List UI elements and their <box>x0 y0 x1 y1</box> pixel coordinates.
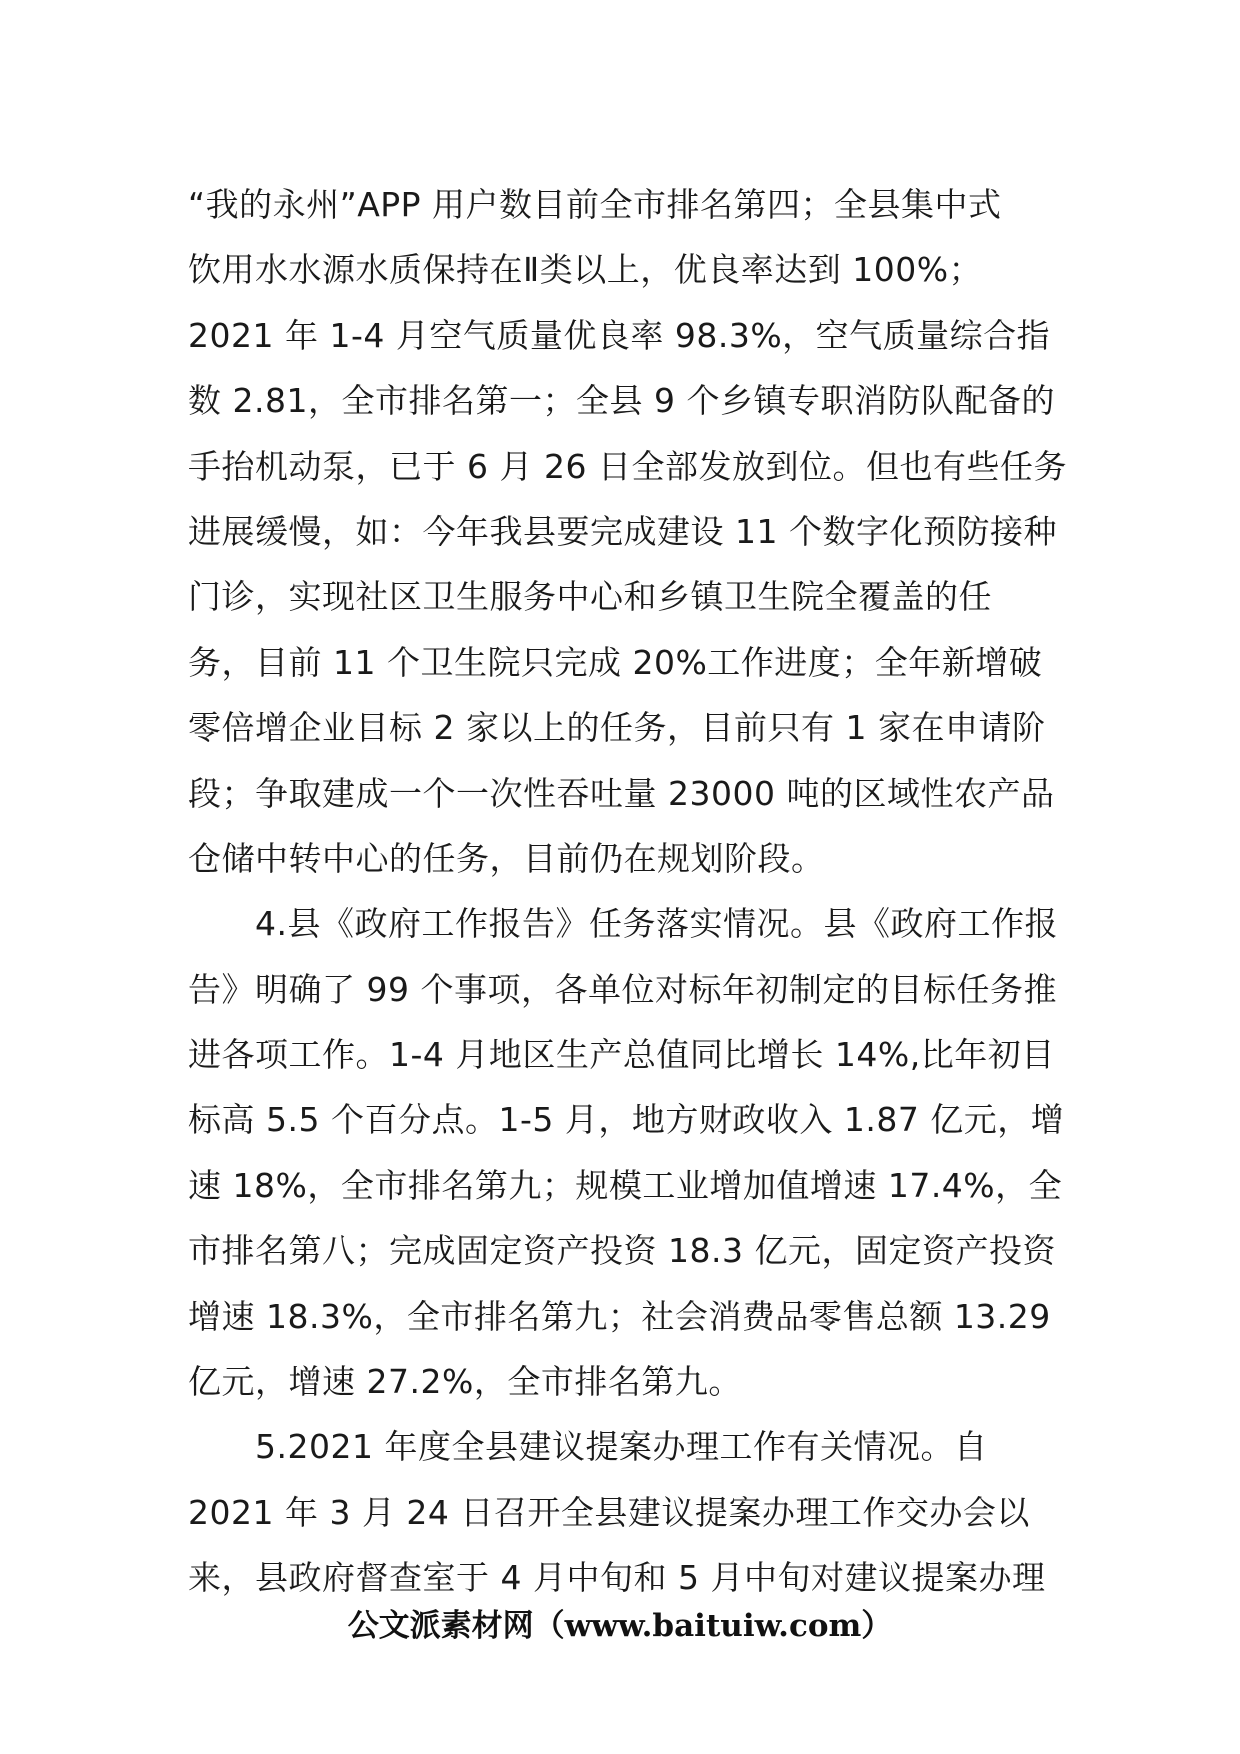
text-line: 饮用水水源水质保持在Ⅱ类以上，优良率达到 100%； <box>188 250 983 290</box>
text-line: 段；争取建成一个一次性吞吐量 23000 吨的区域性农产品 <box>188 773 1055 813</box>
text-line: 4.县《政府工作报告》任务落实情况。县《政府工作报 <box>188 904 1058 944</box>
text-line: 速 18%，全市排名第九；规模工业增加值增速 17.4%，全 <box>188 1165 1063 1205</box>
text-line: 2021 年 1-4 月空气质量优良率 98.3%，空气质量综合指 <box>188 315 1051 355</box>
text-line: 增速 18.3%，全市排名第九；社会消费品零售总额 13.29 <box>188 1296 1051 1336</box>
text-line: 仓储中转中心的任务，目前仍在规划阶段。 <box>188 838 825 878</box>
text-line: 进各项工作。1-4 月地区生产总值同比增长 14%,比年初目 <box>188 1035 1055 1075</box>
text-line: 来，县政府督查室于 4 月中旬和 5 月中旬对建议提案办理 <box>188 1558 1046 1598</box>
text-line: 告》明确了 99 个事项，各单位对标年初制定的目标任务推 <box>188 969 1057 1009</box>
text-line: 务，目前 11 个卫生院只完成 20%工作进度；全年新增破 <box>188 642 1043 682</box>
text-line: 2021 年 3 月 24 日召开全县建议提案办理工作交办会以 <box>188 1492 1030 1532</box>
text-line: 标高 5.5 个百分点。1-5 月，地方财政收入 1.87 亿元，增 <box>188 1100 1065 1140</box>
text-line: “我的永州”APP 用户数目前全市排名第四；全县集中式 <box>188 185 1002 224</box>
text-line: 市排名第八；完成固定资产投资 18.3 亿元，固定资产投资 <box>188 1231 1056 1271</box>
footer-watermark: 公文派素材网（www.baituiw.com） <box>347 1608 893 1644</box>
text-line: 零倍增企业目标 2 家以上的任务，目前只有 1 家在申请阶 <box>188 708 1046 748</box>
text-line: 数 2.81，全市排名第一；全县 9 个乡镇专职消防队配备的 <box>188 381 1055 421</box>
text-line: 5.2021 年度全县建议提案办理工作有关情况。自 <box>188 1427 988 1467</box>
text-line: 手抬机动泵，已于 6 月 26 日全部发放到位。但也有些任务 <box>188 446 1067 486</box>
text-line: 亿元，增速 27.2%，全市排名第九。 <box>188 1362 742 1402</box>
text-line: 门诊，实现社区卫生服务中心和乡镇卫生院全覆盖的任 <box>188 577 992 617</box>
document-body <box>188 172 1067 1611</box>
text-line: 进展缓慢，如：今年我县要完成建设 11 个数字化预防接种 <box>188 511 1057 551</box>
